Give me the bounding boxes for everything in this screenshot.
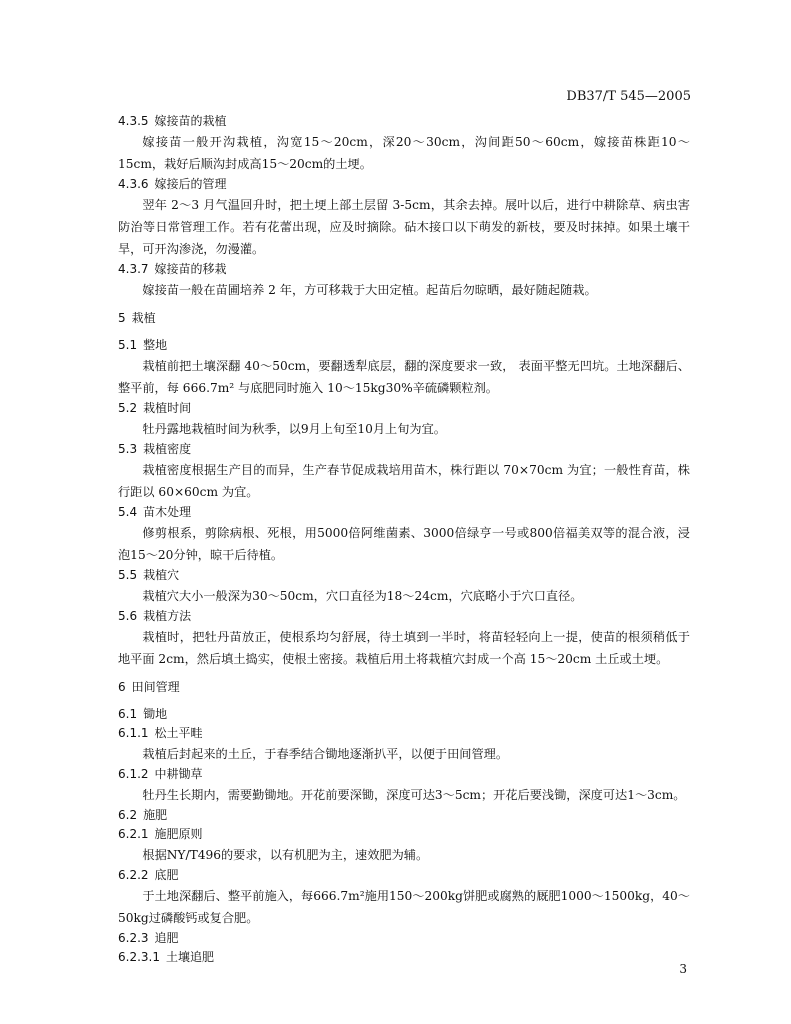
section-number: 5.4	[118, 505, 138, 519]
section-heading	[118, 503, 690, 522]
body-paragraph: 翌年 2～3 月气温回升时，把土埂上部土层留 3-5cm，其余去掉。展叶以后，进行中耕除草、病虫害防治等日常管理工作。若有花蕾出现，应及时摘除。砧木接口以下萌发的新枝，要及时抹掉。如果土壤干旱，可开沟渗浇，勿漫灌。	[118, 198, 690, 256]
section-number: 6.2.3	[118, 931, 149, 945]
section-title: 施肥	[143, 808, 168, 822]
section-number: 6.2.2	[118, 868, 149, 882]
section-title: 栽植密度	[143, 442, 192, 456]
section-title: 松土平畦	[154, 726, 203, 740]
document-body	[118, 112, 690, 967]
section-title: 整地	[143, 338, 168, 352]
section-gap	[118, 328, 690, 336]
section-title: 栽植时间	[143, 401, 192, 415]
body-paragraph: 牡丹生长期内，需要勤锄地。开花前要深锄，深度可达3～5cm；开花后要浅锄，深度可达1～3cm。	[142, 788, 686, 802]
body-paragraph: 牡丹露地栽植时间为秋季，以9月上旬至10月上旬为宜。	[142, 422, 446, 436]
body-paragraph: 栽植后封起来的土丘，于春季结合锄地逐渐扒平，以便于田间管理。	[142, 747, 509, 761]
section-number: 5.5	[118, 568, 138, 582]
section-gap	[118, 697, 690, 705]
section-title: 苗木处理	[143, 505, 192, 519]
section-title: 土壤追肥	[165, 950, 214, 964]
section-heading	[118, 112, 690, 131]
section-number: 5	[118, 311, 126, 325]
section-title: 中耕锄草	[154, 767, 203, 781]
section-title: 施肥原则	[154, 827, 203, 841]
standard-code: DB37/T 545—2005	[566, 89, 691, 104]
section-heading	[118, 948, 690, 967]
section-gap	[118, 670, 690, 678]
section-number: 6.1.2	[118, 767, 149, 781]
section-heading	[118, 399, 690, 418]
body-paragraph: 嫁接苗一般开沟栽植，沟宽15～20cm，深20～30cm，沟间距50～60cm，嫁接苗株距10～15cm，栽好后顺沟封成高15～20cm的土埂。	[118, 135, 690, 171]
body-paragraph: 嫁接苗一般在苗圃培养 2 年，方可移栽于大田定植。起苗后勿晾晒，最好随起随栽。	[142, 283, 597, 297]
section-number: 4.3.5	[118, 114, 149, 128]
section-gap	[118, 301, 690, 309]
section-heading	[118, 705, 690, 724]
section-title: 追肥	[154, 931, 179, 945]
section-title: 嫁接苗的栽植	[154, 114, 227, 128]
section-heading	[118, 440, 690, 459]
section-title: 栽植穴	[143, 568, 180, 582]
section-number: 6.1.1	[118, 726, 149, 740]
section-number: 6.2	[118, 808, 138, 822]
body-paragraph: 根据NY/T496的要求，以有机肥为主，速效肥为辅。	[142, 848, 429, 862]
section-number: 6.1	[118, 707, 138, 721]
section-heading	[118, 724, 690, 743]
section-heading	[118, 678, 690, 697]
section-title: 底肥	[154, 868, 179, 882]
section-number: 4.3.7	[118, 262, 149, 276]
section-title: 栽植方法	[143, 609, 192, 623]
section-title: 嫁接苗的移栽	[154, 262, 227, 276]
section-number: 5.1	[118, 338, 138, 352]
body-paragraph: 栽植密度根据生产目的而异，生产春节促成栽培用苗木，株行距以 70×70cm 为宜；一般性育苗，株行距以 60×60cm 为宜。	[118, 463, 690, 499]
section-title: 栽植	[131, 311, 156, 325]
section-number: 5.3	[118, 442, 138, 456]
section-heading	[118, 806, 690, 825]
section-heading	[118, 260, 690, 279]
section-heading	[118, 825, 690, 844]
section-heading	[118, 765, 690, 784]
body-paragraph: 修剪根系，剪除病根、死根，用5000倍阿维菌素、3000倍绿亨一号或800倍福美双等的混合液，浸泡15～20分钟，晾干后待植。	[118, 526, 690, 562]
body-paragraph: 栽植前把土壤深翻 40～50cm，要翻透犁底层，翻的深度要求一致， 表面平整无凹坑。土地深翻后、整平前，每 666.7m² 与底肥同时施入 10～15kg30%辛硫磷颗粒剂。	[118, 359, 690, 395]
section-title: 嫁接后的管理	[154, 177, 227, 191]
page-number: 3	[679, 962, 687, 976]
section-heading	[118, 866, 690, 885]
section-title: 锄地	[143, 707, 168, 721]
section-heading	[118, 929, 690, 948]
section-number: 6.2.3.1	[118, 950, 160, 964]
section-number: 6	[118, 680, 126, 694]
section-number: 5.2	[118, 401, 138, 415]
section-heading	[118, 566, 690, 585]
body-paragraph: 栽植穴大小一般深为30～50cm，穴口直径为18～24cm，穴底略小于穴口直径。	[142, 589, 583, 603]
section-number: 4.3.6	[118, 177, 149, 191]
section-number: 5.6	[118, 609, 138, 623]
section-heading	[118, 309, 690, 328]
body-paragraph: 栽植时，把牡丹苗放正，使根系均匀舒展，待土填到一半时，将苗轻轻向上一提，使苗的根须稍低于地平面 2cm，然后填土捣实，使根土密接。栽植后用土将栽植穴封成一个高 15～20cm 土丘或土埂。	[118, 630, 690, 666]
section-heading	[118, 336, 690, 355]
section-title: 田间管理	[131, 680, 180, 694]
section-number: 6.2.1	[118, 827, 149, 841]
section-heading	[118, 607, 690, 626]
body-paragraph: 于土地深翻后、整平前施入，每666.7m²施用150～200kg饼肥或腐熟的厩肥1000～1500kg，40～50kg过磷酸钙或复合肥。	[118, 889, 690, 925]
section-heading	[118, 175, 690, 194]
